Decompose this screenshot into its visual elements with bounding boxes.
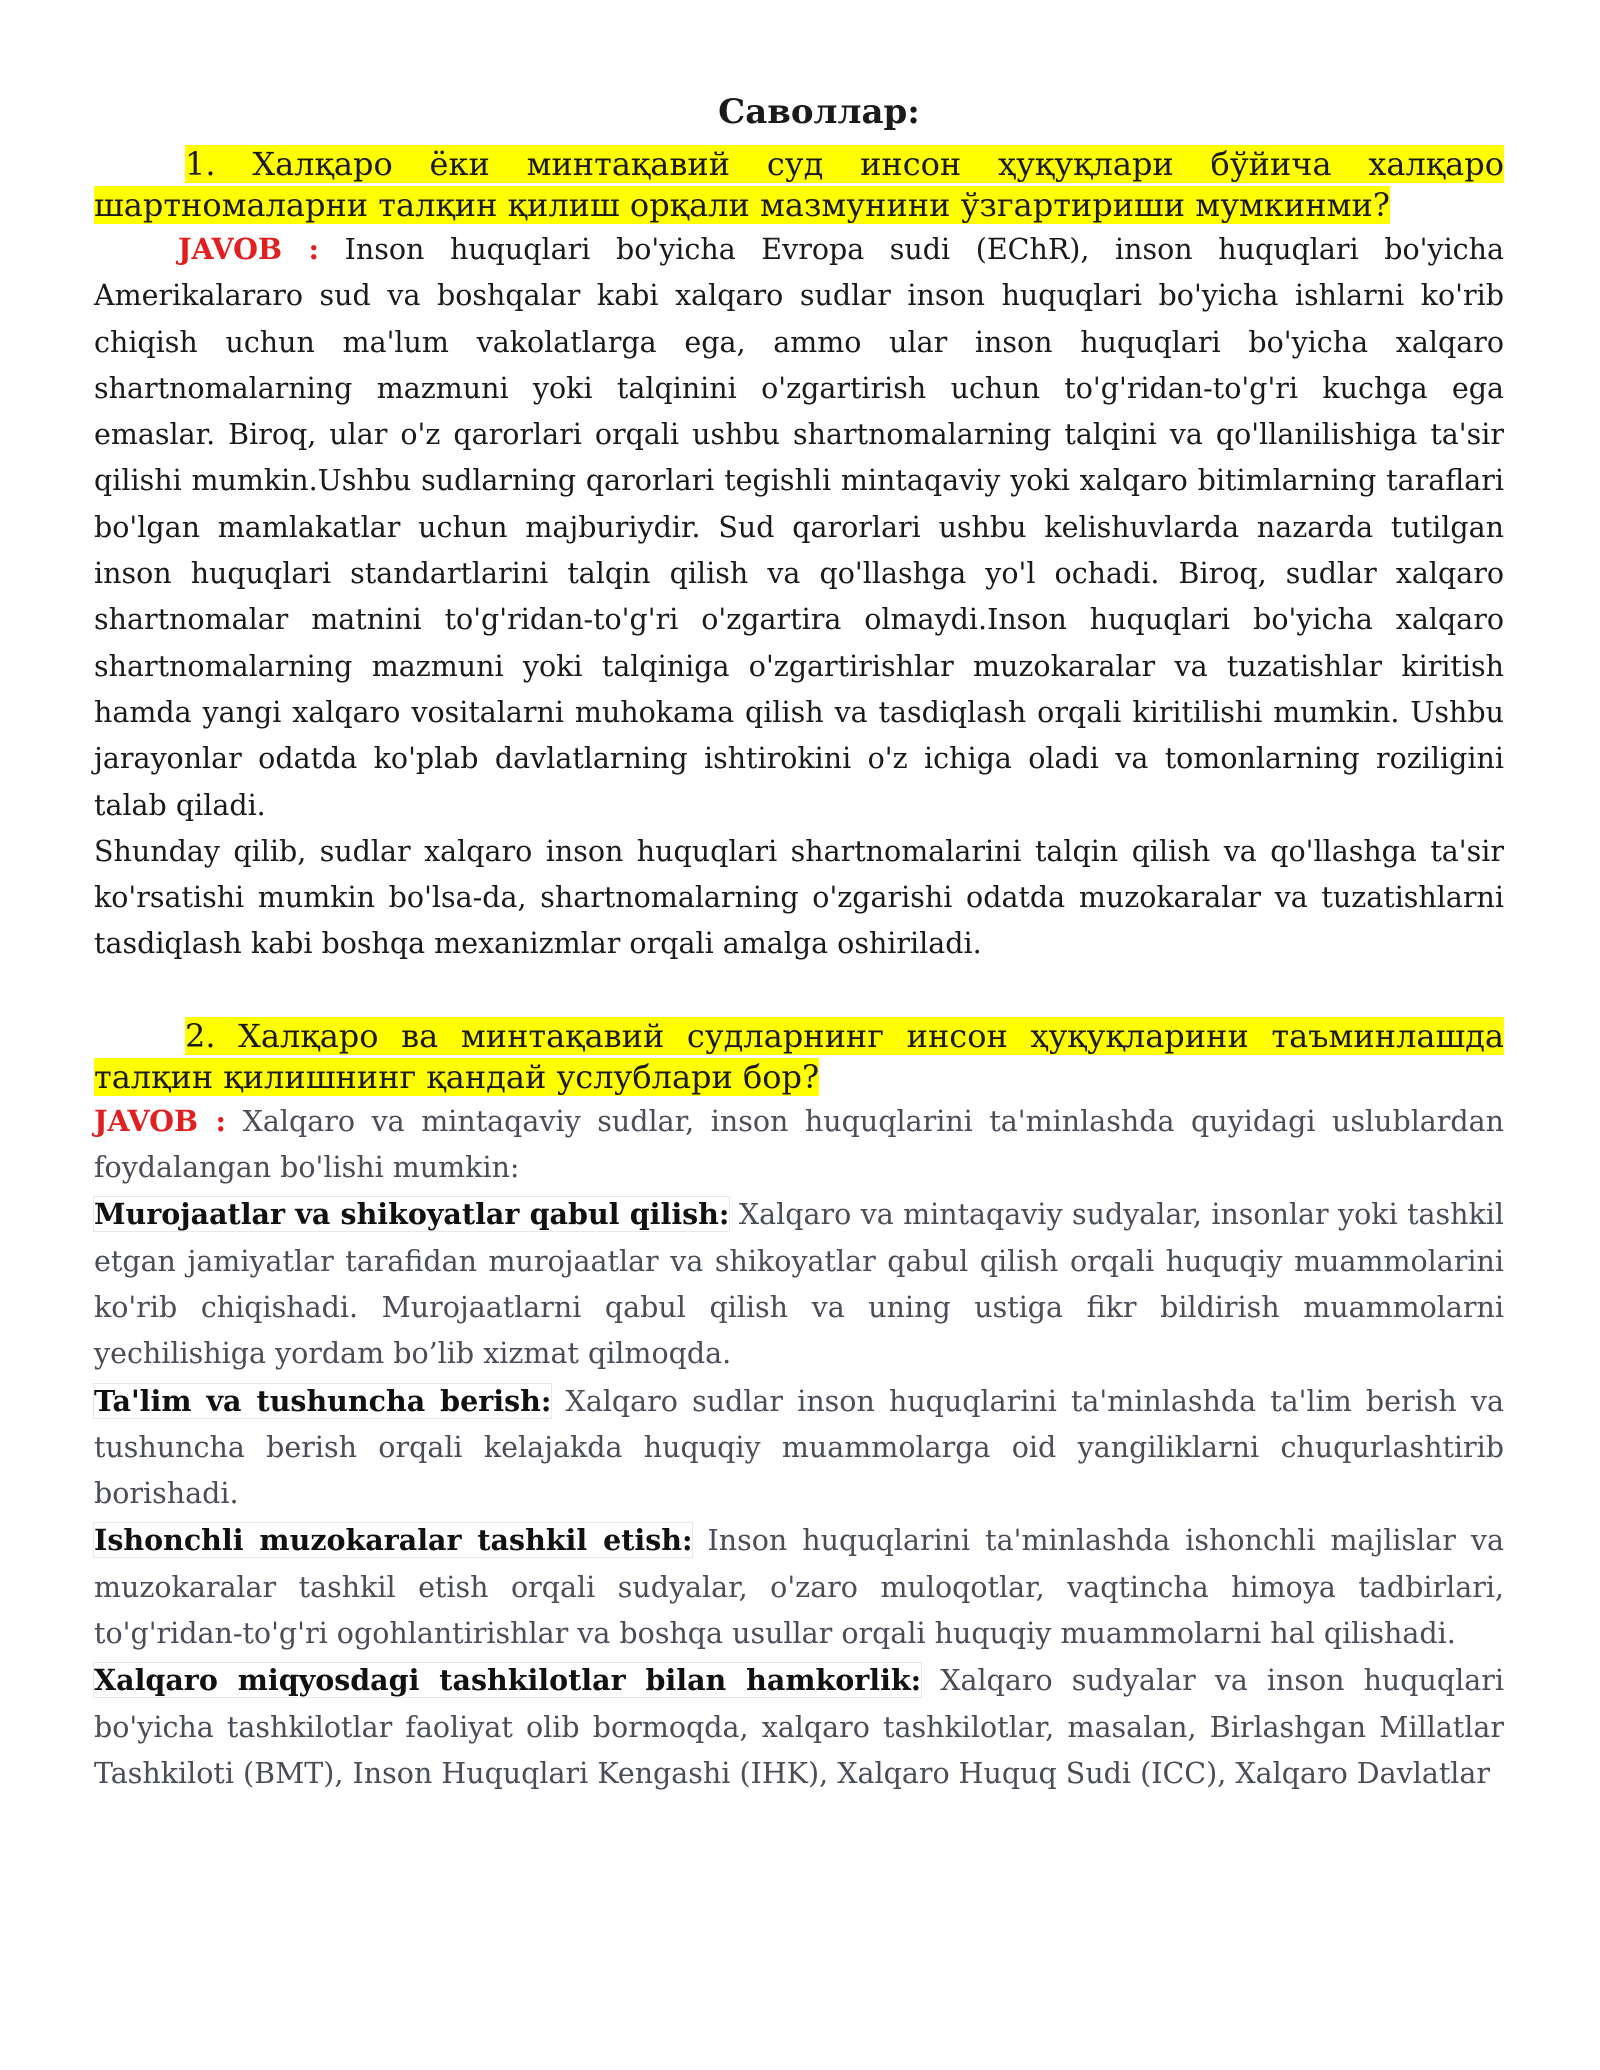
- answer-2-item-term: Xalqaro miqyosdagi tashkilotlar bilan hamkorlik:: [94, 1663, 922, 1698]
- answer-2-item: [94, 1191, 1504, 1377]
- answer-2-item: [94, 1378, 1504, 1518]
- answer-2-item-text: Xalqaro sudyalar va inson huquqlari bo'yicha tashkilotlar faoliyat olib bormoqda, xalqaro tashkilotlar, masalan, Birlashgan Millatlar Tashkiloti (BMT), Inson Huquqlari Kengashi (IHK), Xalqaro Huquq Sudi (ICC), Xalqaro Davlatlar: [94, 1664, 1504, 1790]
- answer-2-item-term: Ta'lim va tushuncha berish:: [94, 1383, 552, 1418]
- answer-2-item-term: Murojaatlar va shikoyatlar qabul qilish:: [94, 1197, 730, 1232]
- document-page: [94, 86, 1504, 1797]
- section-spacer: [94, 968, 1504, 1016]
- answer-2-intro-text: Xalqaro va mintaqaviy sudlar, inson huquqlarini ta'minlashda quyidagi uslublardan foydalangan bo'lishi mumkin:: [94, 1104, 1505, 1185]
- answer-2-item: [94, 1517, 1504, 1657]
- question-2-text: 2. Халқаро ва минтақавий судларнинг инсон ҳуқуқларини таъминлашда талқин қилишнинг қандай услублари бор?: [94, 1016, 1504, 1096]
- question-1-text: 1. Халқаро ёки минтақавий суд инсон ҳуқуқлари бўйича халқаро шартномаларни талқин қилиш орқали мазмунини ўзгартириши мумкинми?: [94, 145, 1504, 224]
- answer-2-label: JAVOB :: [94, 1103, 227, 1138]
- question-1: [94, 144, 1504, 226]
- question-2: [94, 1016, 1504, 1098]
- answer-1-label: JAVOB :: [178, 232, 320, 266]
- answer-2-item-text: Xalqaro sudlar inson huquqlarini ta'minlashda ta'lim berish va tushuncha berish orqali kelajakda huquqiy muammolarga oid yangiliklarni chuqurlashtirib borishadi.: [94, 1384, 1504, 1511]
- answer-2-item: [94, 1657, 1504, 1797]
- answer-1-paragraph-1: [94, 226, 1504, 829]
- answer-2-item-text: Xalqaro va mintaqaviy sudyalar, insonlar yoki tashkil etgan jamiyatlar tarafidan murojaatlar va shikoyatlar qabul qilish orqali huquqiy muammolarini ko'rib chiqishadi. Murojaatlarni qabul qilish va uning ustiga fikr bildirish muammolarni yechilishiga yordam bo’lib xizmat qilmoqda.: [94, 1198, 1505, 1371]
- answer-2-item-term: Ishonchli muzokaralar tashkil etish:: [94, 1523, 693, 1558]
- answer-2-intro: [94, 1098, 1504, 1192]
- answer-1-text: Inson huquqlari bo'yicha Evropa sudi (EChR), inson huquqlari bo'yicha Amerikalararo sud va boshqalar kabi xalqaro sudlar inson huquqlari bo'yicha ishlarni ko'rib chiqish uchun ma'lum vakolatlarga ega, ammo ular inson huquqlari bo'yicha xalqaro shartnomalarning mazmuni yoki talqinini o'zgartirish uchun to'g'ridan-to'g'ri kuchga ega emaslar. Biroq, ular o'z qarorlari orqali ushbu shartnomalarning talqini va qo'llanilishiga ta'sir qilishi mumkin.Ushbu sudlarning qarorlari tegishli mintaqaviy yoki xalqaro bitimlarning taraflari bo'lgan mamlakatlar uchun majburiydir. Sud qarorlari ushbu kelishuvlarda nazarda tutilgan inson huquqlari standartlarini talqin qilish va qo'llashga yo'l ochadi. Biroq, sudlar xalqaro shartnomalar matnini to'g'ridan-to'g'ri o'zgartira olmaydi.Inson huquqlari bo'yicha xalqaro shartnomalarning mazmuni yoki talqiniga o'zgartirishlar muzokaralar va tuzatishlar kiritish hamda yangi xalqaro vositalarni muhokama qilish va tasdiqlash orqali kiritilishi mumkin. Ushbu jarayonlar odatda ko'plab davlatlarning ishtirokini o'z ichiga oladi va tomonlarning roziligini talab qiladi.: [94, 233, 1504, 822]
- page-title: Саволлар:: [718, 92, 920, 132]
- answer-2-item-text: Inson huquqlarini ta'minlashda ishonchli majlislar va muzokaralar tashkil etish orqali sudyalar, o'zaro muloqotlar, vaqtincha himoya tadbirlari, to'g'ridan-to'g'ri ogohlantirishlar va boshqa usullar orqali huquqiy muammolarni hal qilishadi.: [94, 1524, 1505, 1651]
- answer-1-paragraph-2: Shunday qilib, sudlar xalqaro inson huquqlari shartnomalarini talqin qilish va qo'llashga ta'sir ko'rsatishi mumkin bo'lsa-da, shartnomalarning o'zgarishi odatda muzokaralar va tuzatishlarni tasdiqlash kabi boshqa mexanizmlar orqali amalga oshiriladi.: [94, 834, 1504, 961]
